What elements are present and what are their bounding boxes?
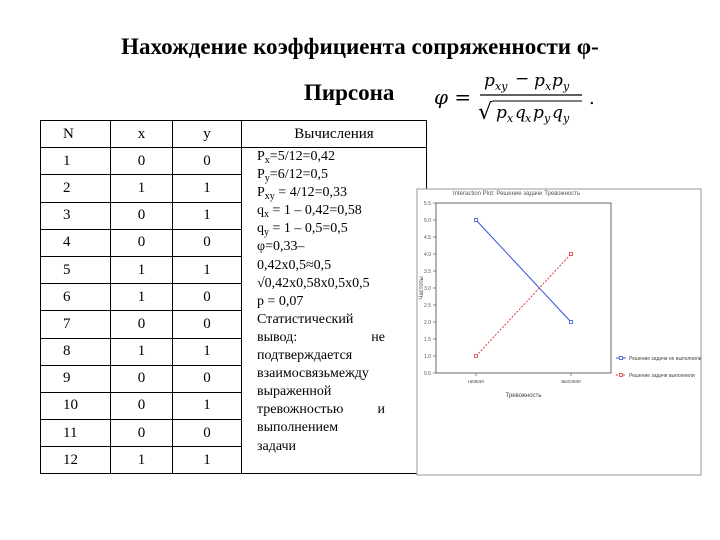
calc-py-sub: y bbox=[264, 173, 270, 185]
data-point bbox=[475, 355, 478, 358]
conclusion-line-6 bbox=[257, 401, 385, 419]
chart-title: Interaction Plot: Решение задачи Тревожность bbox=[453, 191, 581, 197]
formula-den-q2-sub: y bbox=[563, 112, 570, 125]
row-n-cell: 7 bbox=[41, 311, 111, 338]
row-y-cell: 1 bbox=[173, 338, 242, 365]
row-x-cell: 0 bbox=[111, 420, 173, 447]
data-point bbox=[570, 253, 573, 256]
row-y-cell: 0 bbox=[173, 148, 242, 175]
x-tick-label: высокая bbox=[561, 379, 581, 385]
data-point bbox=[475, 219, 478, 222]
calc-pxy-label: P bbox=[257, 185, 265, 201]
title-line-1: Нахождение коэффициента сопряженности φ- bbox=[121, 34, 599, 59]
x-tick-label: низкая bbox=[468, 379, 484, 385]
interaction-plot bbox=[401, 183, 703, 482]
row-x-cell: 1 bbox=[111, 447, 173, 474]
calculations bbox=[257, 148, 385, 456]
y-tick-label: 4.0 bbox=[424, 252, 431, 258]
calc-qx-value: = 1 – 0,42=0,58 bbox=[269, 203, 362, 219]
calc-px-sub: x bbox=[264, 155, 270, 166]
calc-phi: φ=0,33– bbox=[257, 239, 305, 255]
row-n-cell: 10 bbox=[41, 392, 111, 419]
calc-phi-numerator: 0,42x0,5≈0,5 bbox=[257, 257, 332, 273]
calc-phi-denominator: √0,42x0,58x0,5x0,5 bbox=[257, 275, 370, 291]
calc-qy-value: = 1 – 0,5=0,5 bbox=[269, 221, 348, 237]
formula-den-p2: p bbox=[533, 103, 544, 123]
row-y-cell: 0 bbox=[173, 311, 242, 338]
row-n-cell: 11 bbox=[41, 420, 111, 447]
formula-num-c: p bbox=[552, 71, 563, 91]
formula-lhs: φ = bbox=[434, 85, 472, 109]
row-x-cell: 0 bbox=[111, 392, 173, 419]
plot-area bbox=[436, 203, 611, 373]
formula-num-a: p bbox=[484, 71, 495, 91]
row-n-cell: 8 bbox=[41, 338, 111, 365]
row-x-cell: 1 bbox=[111, 338, 173, 365]
legend-marker bbox=[620, 357, 623, 360]
formula-den-q-sub: x bbox=[525, 112, 532, 125]
y-tick-label: 1.5 bbox=[424, 337, 431, 343]
row-x-cell: 0 bbox=[111, 229, 173, 256]
row-y-cell: 1 bbox=[173, 175, 242, 202]
conclusion-line-3: подтверждается bbox=[257, 348, 353, 364]
formula-num-a-sub: xy bbox=[495, 80, 508, 93]
row-n-cell: 12 bbox=[41, 447, 111, 474]
formula-num-c-sub: y bbox=[563, 80, 570, 93]
calc-pxy-sub: xy bbox=[264, 191, 275, 203]
row-n-cell: 6 bbox=[41, 284, 111, 311]
phi-formula bbox=[432, 64, 612, 126]
y-tick-label: 3.5 bbox=[424, 269, 431, 275]
formula-dot: . bbox=[589, 88, 595, 109]
row-y-cell: 0 bbox=[173, 229, 242, 256]
row-x-cell: 0 bbox=[111, 148, 173, 175]
row-n-cell: 1 bbox=[41, 148, 111, 175]
y-tick-label: 4.5 bbox=[424, 235, 431, 241]
conclusion-word-vyvod: вывод: bbox=[257, 329, 298, 345]
row-y-cell: 1 bbox=[173, 202, 242, 229]
conclusion-word-ne: не bbox=[371, 329, 385, 345]
table-header-row bbox=[41, 121, 427, 148]
row-y-cell: 0 bbox=[173, 284, 242, 311]
header-x: x bbox=[111, 121, 173, 148]
calc-py-value: =6/12=0,5 bbox=[269, 167, 328, 183]
y-tick-label: 2.0 bbox=[424, 320, 431, 326]
row-n-cell: 2 bbox=[41, 175, 111, 202]
header-n: N bbox=[41, 121, 111, 148]
row-x-cell: 0 bbox=[111, 202, 173, 229]
header-y: y bbox=[173, 121, 242, 148]
legend-label: Решение задачи выполнили bbox=[629, 373, 695, 379]
row-n-cell: 9 bbox=[41, 365, 111, 392]
row-n-cell: 3 bbox=[41, 202, 111, 229]
conclusion-line-8: задачи bbox=[257, 438, 297, 454]
row-x-cell: 0 bbox=[111, 365, 173, 392]
calc-pxy-value: = 4/12=0,33 bbox=[274, 185, 347, 201]
formula-num-minus: − bbox=[515, 69, 530, 89]
formula-den-q: q bbox=[515, 103, 526, 123]
y-tick-label: 3.0 bbox=[424, 286, 431, 292]
row-y-cell: 0 bbox=[173, 420, 242, 447]
row-y-cell: 1 bbox=[173, 392, 242, 419]
formula-den-p: p bbox=[496, 103, 507, 123]
formula-num-b-sub: x bbox=[545, 80, 552, 93]
conclusion-line-1: Статистический bbox=[257, 311, 354, 327]
data-point bbox=[570, 321, 573, 324]
row-x-cell: 1 bbox=[111, 256, 173, 283]
row-y-cell: 0 bbox=[173, 365, 242, 392]
formula-den-q2: q bbox=[552, 103, 563, 123]
calc-px-label: P bbox=[257, 149, 265, 164]
row-y-cell: 1 bbox=[173, 256, 242, 283]
x-axis-label: Тревожность bbox=[505, 393, 542, 399]
title-line-2: Пирсона bbox=[304, 80, 395, 105]
conclusion-line-7: выполнением bbox=[257, 420, 339, 436]
row-y-cell: 1 bbox=[173, 447, 242, 474]
row-x-cell: 0 bbox=[111, 311, 173, 338]
conclusion-word-trevozhnost: тревожностью bbox=[257, 402, 344, 418]
formula-num-b: p bbox=[534, 71, 545, 91]
y-tick-label: 0.5 bbox=[424, 371, 431, 377]
row-n-cell: 5 bbox=[41, 256, 111, 283]
calc-qy-label: q bbox=[257, 221, 264, 237]
row-n-cell: 4 bbox=[41, 229, 111, 256]
y-axis-label: Частоты bbox=[419, 276, 425, 300]
calc-px-value: =5/12=0,42 bbox=[269, 149, 335, 164]
conclusion-line-2 bbox=[257, 329, 385, 347]
calc-qx-sub: x bbox=[264, 209, 269, 221]
calc-qy-sub: y bbox=[264, 227, 269, 239]
formula-den-p2-sub: y bbox=[544, 112, 551, 125]
formula-sqrt: √ bbox=[478, 100, 493, 125]
legend-marker bbox=[620, 374, 623, 377]
y-tick-label: 1.0 bbox=[424, 354, 431, 360]
calc-qx-label: q bbox=[257, 203, 264, 219]
y-tick-label: 2.5 bbox=[424, 303, 431, 309]
row-x-cell: 1 bbox=[111, 284, 173, 311]
header-calc: Вычисления bbox=[242, 121, 427, 148]
calc-p-value: p = 0,07 bbox=[257, 293, 304, 309]
conclusion-line-5: выраженной bbox=[257, 384, 332, 400]
conclusion-word-i: и bbox=[377, 402, 385, 418]
y-tick-label: 5.0 bbox=[424, 218, 431, 224]
legend-label: Решение задачи не выполнили bbox=[629, 356, 702, 362]
formula-den-p-sub: x bbox=[507, 112, 514, 125]
y-tick-label: 5.5 bbox=[424, 201, 431, 207]
calc-py-label: P bbox=[257, 167, 265, 183]
conclusion-line-4: взаимосвязьмежду bbox=[257, 366, 369, 382]
row-x-cell: 1 bbox=[111, 175, 173, 202]
